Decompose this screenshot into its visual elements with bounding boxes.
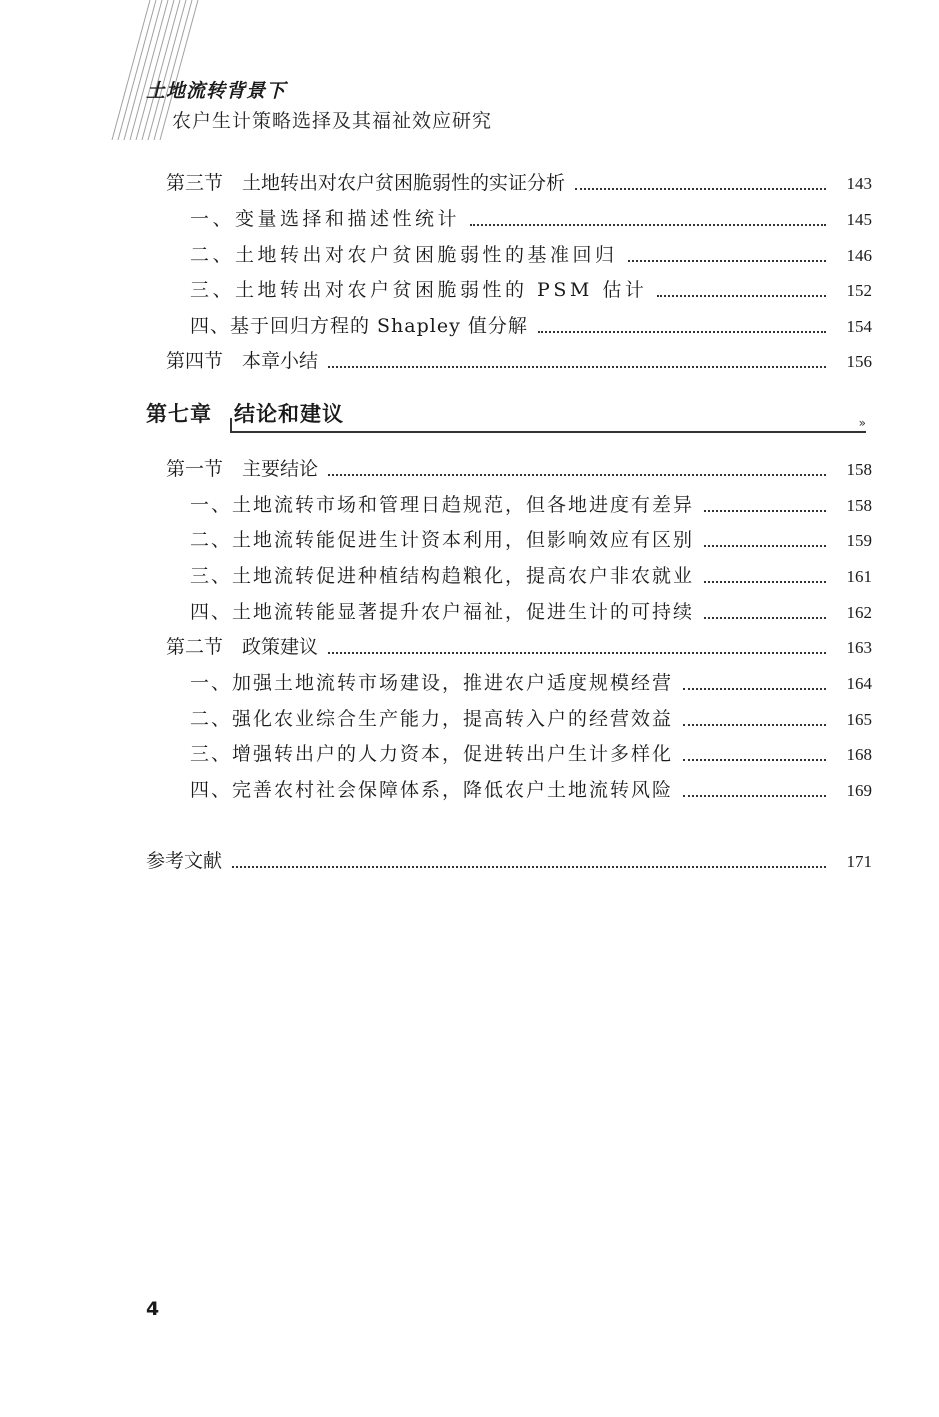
toc-dot-leader <box>704 510 826 512</box>
toc-entry-page: 162 <box>846 603 872 622</box>
chevron-right-icon: » <box>858 416 866 430</box>
toc-entry-subsection[interactable] <box>190 525 872 553</box>
toc-entry-page: 171 <box>846 852 872 871</box>
toc-dot-leader <box>470 224 826 226</box>
toc-entry-label: 第四节 本章小结 <box>166 350 319 372</box>
toc-dot-leader <box>328 366 826 368</box>
toc-dot-leader <box>704 545 826 547</box>
toc-entry-page: 164 <box>846 674 872 693</box>
toc-entry-section[interactable] <box>166 346 872 374</box>
toc-entry-section[interactable] <box>166 168 872 196</box>
toc-entry-subsection[interactable] <box>190 240 872 268</box>
toc-entry-page: 158 <box>846 496 872 515</box>
toc-entry-page: 143 <box>846 174 872 193</box>
toc-entry-label: 第一节 主要结论 <box>166 458 319 480</box>
page-number: 4 <box>146 1298 160 1320</box>
toc-entry-subsection[interactable] <box>190 561 872 589</box>
toc-chapter-heading[interactable] <box>146 398 866 438</box>
toc-entry-page: 159 <box>846 531 872 550</box>
toc-dot-leader <box>683 759 826 761</box>
toc-entry-page: 169 <box>846 781 872 800</box>
toc-entry-subsection[interactable] <box>190 597 872 625</box>
toc-dot-leader <box>575 188 826 190</box>
toc-dot-leader <box>683 688 826 690</box>
toc-entry-label: 四、完善农村社会保障体系，降低农户土地流转风险 <box>190 779 674 801</box>
toc-entry-page: 165 <box>846 710 872 729</box>
chapter-underline <box>230 431 866 433</box>
toc-dot-leader <box>328 474 826 476</box>
toc-entry-page: 145 <box>846 210 872 229</box>
toc-entry-page: 154 <box>846 317 872 336</box>
toc-entry-label: 第二节 政策建议 <box>166 636 319 658</box>
toc-entry-label: 一、变量选择和描述性统计 <box>190 208 461 230</box>
toc-entry-label: 二、土地流转能促进生计资本利用，但影响效应有区别 <box>190 529 695 551</box>
toc-entry-page: 161 <box>846 567 872 586</box>
running-header-subtitle: 农户生计策略选择及其福祉效应研究 <box>172 110 493 132</box>
toc-dot-leader <box>704 581 826 583</box>
toc-dot-leader <box>538 331 826 333</box>
toc-entry-label: 三、增强转出户的人力资本，促进转出户生计多样化 <box>190 743 674 765</box>
toc-entry-subsection[interactable] <box>190 739 872 767</box>
toc-entry-subsection[interactable] <box>190 668 872 696</box>
toc-entry-label: 二、强化农业综合生产能力，提高转入户的经营效益 <box>190 708 674 730</box>
toc-entry-section[interactable] <box>166 454 872 482</box>
toc-dot-leader <box>683 724 826 726</box>
toc-entry-label: 四、土地流转能显著提升农户福祉，促进生计的可持续 <box>190 601 695 623</box>
toc-entry-label: 四、基于回归方程的 Shapley 值分解 <box>190 315 528 337</box>
toc-entry-label: 一、加强土地流转市场建设，推进农户适度规模经营 <box>190 672 674 694</box>
toc-dot-leader <box>704 617 826 619</box>
toc-dot-leader <box>232 866 826 868</box>
toc-entry-subsection[interactable] <box>190 490 872 518</box>
toc-entry-subsection[interactable] <box>190 204 872 232</box>
toc-dot-leader <box>628 260 826 262</box>
toc-entry-subsection[interactable] <box>190 311 872 339</box>
toc-entry-page: 146 <box>846 246 872 265</box>
toc-entry-page: 158 <box>846 460 872 479</box>
toc-dot-leader <box>683 795 826 797</box>
toc-dot-leader <box>657 295 826 297</box>
toc-entry-subsection[interactable] <box>190 704 872 732</box>
toc-entry-label: 三、土地转出对农户贫困脆弱性的 PSM 估计 <box>190 279 648 301</box>
toc-entry-label: 二、土地转出对农户贫困脆弱性的基准回归 <box>190 244 618 266</box>
toc-entry-page: 168 <box>846 745 872 764</box>
toc-entry-label: 第三节 土地转出对农户贫困脆弱性的实证分析 <box>166 172 566 194</box>
header-decorative-lines <box>0 0 200 140</box>
chapter-tick-mark <box>230 418 232 432</box>
toc-entry-page: 156 <box>846 352 872 371</box>
toc-entry-references[interactable] <box>146 846 872 874</box>
toc-dot-leader <box>328 652 826 654</box>
running-header-title: 土地流转背景下 <box>146 80 287 102</box>
toc-entry-label: 三、土地流转促进种植结构趋粮化，提高农户非农就业 <box>190 565 695 587</box>
toc-entry-label: 一、土地流转市场和管理日趋规范，但各地进度有差异 <box>190 494 695 516</box>
toc-entry-page: 163 <box>846 638 872 657</box>
toc-entry-section[interactable] <box>166 632 872 660</box>
toc-entry-page: 152 <box>846 281 872 300</box>
toc-entry-subsection[interactable] <box>190 775 872 803</box>
chapter-title: 第七章 结论和建议 <box>146 402 344 426</box>
toc-entry-label: 参考文献 <box>146 850 223 872</box>
toc-entry-subsection[interactable] <box>190 275 872 303</box>
